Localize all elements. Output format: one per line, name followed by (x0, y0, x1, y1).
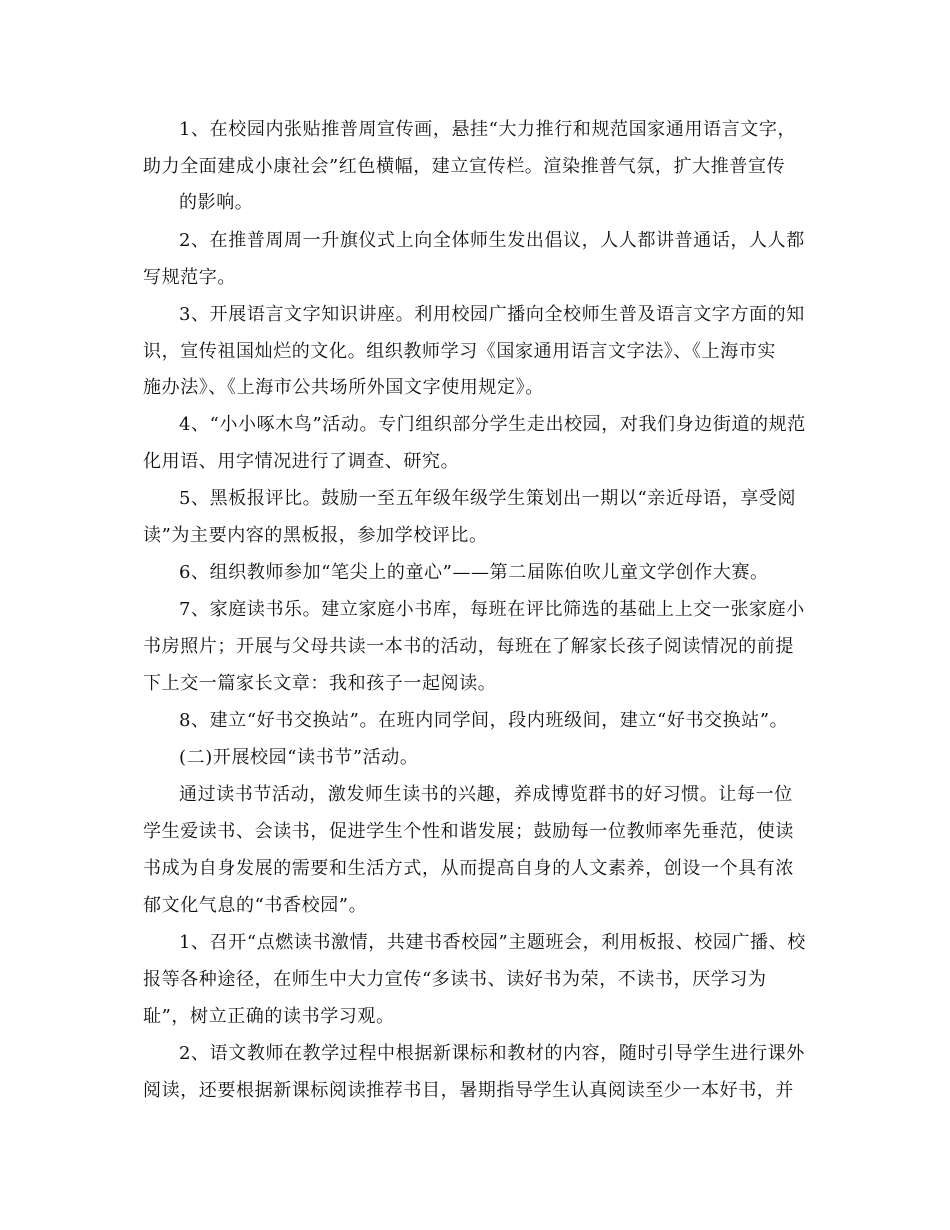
text-line: 4、“小小啄木鸟”活动。专门组织部分学生走出校园，对我们身边街道的规范 (179, 414, 806, 435)
section-heading: (二)开展校园“读书节”活动。 (179, 747, 419, 768)
text-line: 书房照片；开展与父母共读一本书的活动，每班在了解家长孩子阅读情况的前提 (143, 636, 794, 657)
text-line: 8、建立“好书交换站”。在班内同学间，段内班级间，建立“好书交换站”。 (179, 710, 789, 731)
text-line: 下上交一篇家长文章：我和孩子一起阅读。 (143, 673, 497, 694)
text-line: 2、在推普周周一升旗仪式上向全体师生发出倡议，人人都讲普通话，人人都 (179, 230, 805, 251)
text-line: 化用语、用字情况进行了调查、研究。 (143, 451, 460, 472)
text-line: 1、召开“点燃读书激情，共建书香校园”主题班会，利用板报、校园广播、校 (179, 932, 806, 953)
text-line: 1、在校园内张贴推普周宣传画，悬挂“大力推行和规范国家通用语言文字， (179, 119, 797, 140)
text-line: 郁文化气息的“书香校园”。 (143, 895, 368, 916)
text-line: 识，宣传祖国灿烂的文化。组织教师学习《国家通用语言文字法》、《上海市实 (143, 341, 776, 362)
text-line: 2、语文教师在教学过程中根据新课标和教材的内容，随时引导学生进行课外 (179, 1043, 805, 1064)
text-line: 5、黑板报评比。鼓励一至五年级年级学生策划出一期以“亲近母语，享受阅 (179, 488, 797, 509)
text-line: 写规范字。 (143, 267, 236, 288)
text-line: 学生爱读书、会读书，促进学生个性和谐发展；鼓励每一位教师率先垂范，使读 (143, 821, 794, 842)
text-line: 的影响。 (179, 192, 254, 213)
text-line: 书成为自身发展的需要和生活方式，从而提高自身的人文素养，创设一个具有浓 (143, 858, 794, 879)
text-line: 阅读，还要根据新课标阅读推荐书目，暑期指导学生认真阅读至少一本好书，并 (143, 1080, 794, 1101)
text-line: 6、组织教师参加“笔尖上的童心”——第二届陈伯吹儿童文学创作大赛。 (179, 562, 769, 583)
text-line: 助力全面建成小康社会”红色横幅，建立宣传栏。渲染推普气氛，扩大推普宣传 (143, 156, 786, 177)
text-line: 施办法》、《上海市公共场所外国文字使用规定》。 (143, 377, 544, 398)
text-line: 报等各种途径，在师生中大力宣传“多读书、读好书为荣，不读书，厌学习为 (143, 969, 767, 990)
text-line: 读”为主要内容的黑板报，参加学校评比。 (143, 525, 488, 546)
text-line: 通过读书节活动，激发师生读书的兴趣，养成博览群书的好习惯。让每一位 (179, 784, 793, 805)
text-line: 3、开展语言文字知识讲座。利用校园广播向全校师生普及语言文字方面的知 (179, 304, 805, 325)
text-line: 耻”，树立正确的读书学习观。 (143, 1006, 395, 1027)
text-line: 7、家庭读书乐。建立家庭小书库，每班在评比筛选的基础上上交一张家庭小 (179, 599, 805, 620)
